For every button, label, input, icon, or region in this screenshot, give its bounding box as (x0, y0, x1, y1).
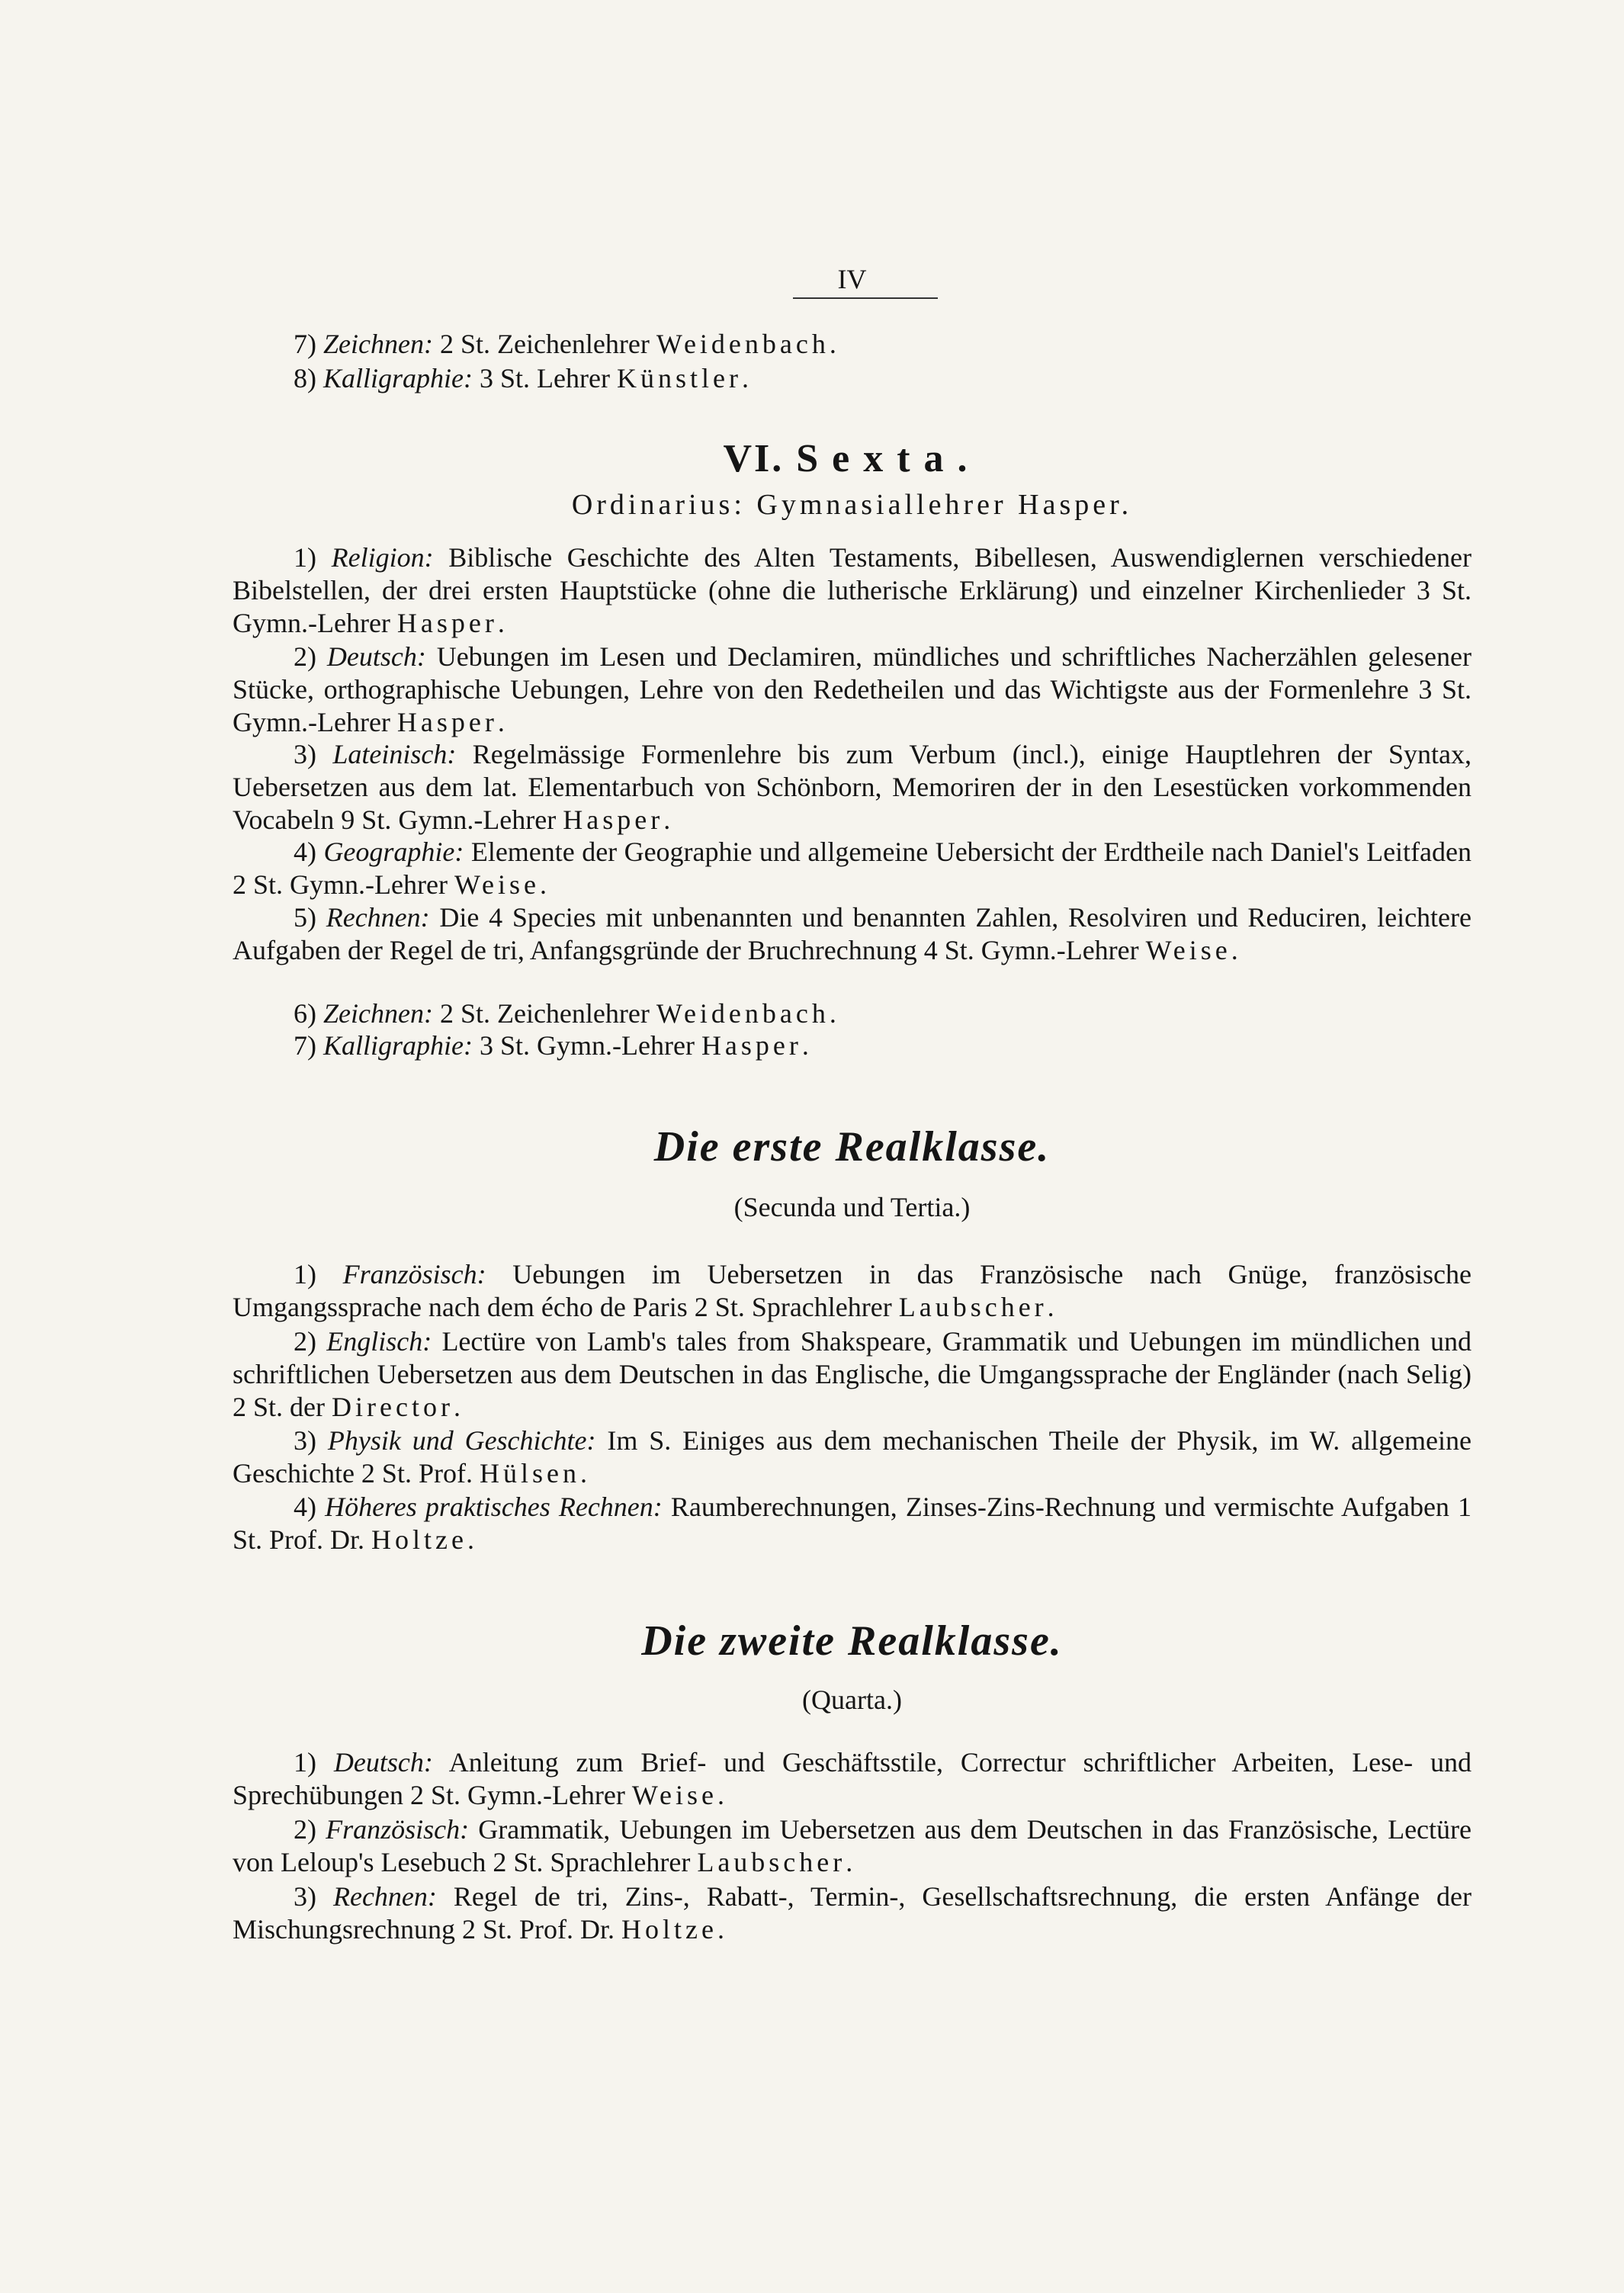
item-number: 1) (294, 1259, 316, 1289)
item-text: Im S. Einiges aus dem mechanischen Theile der Physik, im W. allgemeine Geschichte 2 St. Prof. (233, 1425, 1472, 1489)
item-text: Uebungen im Lesen und Declamiren, mündliches und schriftliches Nacherzählen gelesener Stücke, orthographische Uebungen, Lehre von den Redetheilen und das Wichtigste aus der Formenlehre 3 St. Gymn.-Lehrer (233, 641, 1472, 737)
item-end: . (579, 1458, 587, 1489)
section-subtitle-zweite: (Quarta.) (802, 1684, 902, 1715)
teacher-name: Weise (1145, 935, 1231, 965)
item-subject: Physik und Geschichte: (327, 1425, 596, 1456)
item-number: 3) (294, 1425, 316, 1456)
item-subject: Kalligraphie: (323, 363, 473, 393)
teacher-name: Hülsen (479, 1458, 580, 1489)
erste-item-franzoesisch (233, 1258, 1472, 1324)
page-number: IV (837, 264, 867, 294)
item-subject: Zeichnen: (323, 329, 433, 359)
item-end: . (717, 1780, 724, 1810)
zweite-item-franzoesisch (233, 1813, 1472, 1879)
erste-item-englisch (233, 1325, 1472, 1424)
erste-item-rechnen (233, 1491, 1472, 1556)
teacher-name: Weidenbach (656, 329, 830, 359)
item-number: 6) (294, 998, 316, 1029)
item-number: 3) (294, 739, 316, 769)
item-subject: Rechnen: (332, 1881, 437, 1912)
item-subject: Französisch: (326, 1814, 470, 1845)
item-subject: Höheres praktisches Rechnen: (325, 1492, 663, 1522)
sexta-item-kalligraphie (233, 1029, 1472, 1062)
zweite-item-rechnen (233, 1880, 1472, 1946)
item-text: Lectüre von Lamb's tales from Shakspeare, Grammatik und Uebungen im mündlichen und schriftlichen Uebersetzen aus dem Deutschen in das Englische, die Umgangssprache der Engländer (nach Selig) 2 St. der (233, 1326, 1472, 1422)
item-text: Grammatik, Uebungen im Uebersetzen aus dem Deutschen in das Französische, Lectüre von Leloup's Lesebuch 2 St. Sprachlehrer (233, 1814, 1472, 1877)
item-end: . (1231, 935, 1238, 965)
item-subject: Rechnen: (326, 902, 430, 933)
section-subtitle-erste: (Secunda und Tertia.) (733, 1192, 971, 1222)
section-title: Sexta. (796, 437, 981, 480)
sexta-item-lateinisch (233, 738, 1472, 837)
item-number: 2) (294, 1814, 316, 1845)
item-subject: Lateinisch: (332, 739, 457, 769)
item-text: 3 St. Gymn.-Lehrer (473, 1030, 701, 1061)
item-end: . (540, 869, 547, 900)
sexta-item-zeichnen (233, 997, 1472, 1030)
item-number: 7) (294, 329, 316, 359)
ordinarius-line: Ordinarius: Gymnasiallehrer Hasper. (571, 489, 1133, 521)
section-heading-erste-realklasse: Die erste Realklasse. (653, 1123, 1051, 1171)
item-subject: Religion: (331, 542, 434, 573)
teacher-name: Weidenbach (656, 998, 830, 1029)
teacher-name: Holtze (371, 1524, 467, 1555)
top-item-zeichnen (233, 328, 1472, 361)
item-text: Regelmässige Formenlehre bis zum Verbum (incl.), einige Hauptlehren der Syntax, Uebersetzen aus dem lat. Elementarbuch von Schönborn, Memoriren der in den Lesestücken vorkommenden Vocabeln 9 St. Gymn.-Lehrer (233, 739, 1472, 835)
item-number: 4) (294, 1492, 316, 1522)
item-end: . (497, 707, 505, 737)
teacher-name: Laubscher (697, 1847, 846, 1877)
teacher-name: Hasper (701, 1030, 802, 1061)
teacher-name: Director (332, 1392, 454, 1422)
teacher-name: Hasper (396, 707, 498, 737)
item-number: 2) (294, 641, 316, 672)
zweite-item-deutsch (233, 1746, 1472, 1812)
teacher-name: Künstler (616, 363, 742, 393)
item-subject: Deutsch: (326, 641, 426, 672)
item-end: . (467, 1524, 474, 1555)
section-numeral: VI. (723, 437, 785, 480)
item-text: 2 St. Zeichenlehrer (432, 329, 656, 359)
item-end: . (717, 1914, 724, 1945)
item-subject: Englisch: (326, 1326, 432, 1357)
item-text: Elemente der Geographie und allgemeine Uebersicht der Erdtheile nach Daniel's Leitfaden 2 St. Gymn.-Lehrer (233, 837, 1472, 900)
teacher-name: Weise (631, 1780, 717, 1810)
item-text: 2 St. Zeichenlehrer (432, 998, 656, 1029)
item-number: 8) (294, 363, 316, 393)
teacher-name: Laubscher (898, 1292, 1048, 1322)
item-subject: Deutsch: (333, 1747, 433, 1778)
item-number: 1) (294, 542, 316, 573)
item-text: 3 St. Lehrer (473, 363, 617, 393)
item-subject: Kalligraphie: (323, 1030, 473, 1061)
section-heading-zweite-realklasse: Die zweite Realklasse. (641, 1617, 1063, 1665)
item-subject: Zeichnen: (323, 998, 433, 1029)
item-end: . (1047, 1292, 1054, 1322)
teacher-name: Holtze (621, 1914, 717, 1945)
sexta-item-religion (233, 541, 1472, 640)
teacher-name: Weise (454, 869, 541, 900)
sexta-item-rechnen (233, 901, 1472, 967)
item-end: . (741, 363, 749, 393)
item-end: . (846, 1847, 853, 1877)
item-text: Biblische Geschichte des Alten Testaments, Bibellesen, Auswendiglernen verschiedener Bibelstellen, der drei ersten Hauptstücke (ohne die lutherische Erklärung) und einzelner Kirchenlieder 3 St. Gymn.-Lehrer (233, 542, 1472, 638)
page-number-rule (793, 297, 938, 299)
item-number: 2) (294, 1326, 316, 1357)
item-end: . (829, 329, 836, 359)
item-text: Regel de tri, Zins-, Rabatt-, Termin-, Gesellschaftsrechnung, die ersten Anfänge der Mischungsrechnung 2 St. Prof. Dr. (233, 1881, 1472, 1945)
item-number: 7) (294, 1030, 316, 1061)
erste-item-physik-geschichte (233, 1424, 1472, 1490)
item-text: Raumberechnungen, Zinses-Zins-Rechnung und vermischte Aufgaben 1 St. Prof. Dr. (233, 1492, 1472, 1555)
item-end: . (453, 1392, 461, 1422)
item-text: Anleitung zum Brief- und Geschäftsstile, Correctur schriftlicher Arbeiten, Lese- und Sprechübungen 2 St. Gymn.-Lehrer (233, 1747, 1472, 1810)
item-subject: Französisch: (342, 1259, 486, 1289)
item-subject: Geographie: (323, 837, 464, 867)
sexta-item-geographie (233, 836, 1472, 901)
item-number: 1) (294, 1747, 316, 1778)
item-text: Uebungen im Uebersetzen in das Französische nach Gnüge, französische Umgangssprache nach dem écho de Paris 2 St. Sprachlehrer (233, 1259, 1472, 1322)
section-heading-sexta (233, 436, 1472, 481)
item-end: . (801, 1030, 809, 1061)
item-end: . (497, 608, 505, 638)
teacher-name: Hasper (396, 608, 498, 638)
item-number: 4) (294, 837, 316, 867)
teacher-name: Hasper (563, 804, 664, 835)
item-end: . (663, 804, 671, 835)
item-number: 3) (294, 1881, 316, 1912)
item-number: 5) (294, 902, 316, 933)
item-end: . (829, 998, 836, 1029)
item-text: Die 4 Species mit unbenannten und benannten Zahlen, Resolviren und Reduciren, leichtere Aufgaben der Regel de tri, Anfangsgründe der Bruchrechnung 4 St. Gymn.-Lehrer (233, 902, 1472, 965)
sexta-item-deutsch (233, 641, 1472, 739)
top-item-kalligraphie (233, 362, 1472, 395)
